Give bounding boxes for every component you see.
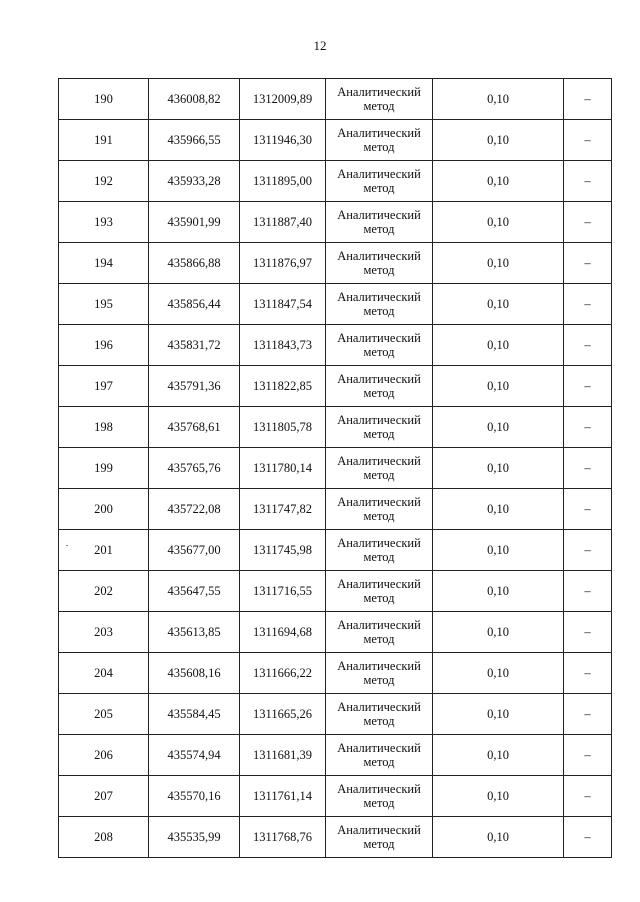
accuracy-cell: 0,10	[433, 530, 564, 571]
note-cell: –	[564, 571, 612, 612]
method-cell	[326, 776, 433, 817]
method-line-1: Аналитический	[337, 290, 421, 304]
method-line-2: метод	[363, 222, 395, 236]
method-cell	[326, 489, 433, 530]
method-line-2: метод	[363, 99, 395, 113]
table-row	[59, 612, 612, 653]
point-number-cell: 202	[59, 571, 149, 612]
method-line-2: метод	[363, 591, 395, 605]
point-number-cell: 199	[59, 448, 149, 489]
method-line-1: Аналитический	[337, 782, 421, 796]
method-cell	[326, 735, 433, 776]
point-number-cell: 198	[59, 407, 149, 448]
method-line-2: метод	[363, 140, 395, 154]
x-coordinate-cell: 435677,00	[149, 530, 240, 571]
y-coordinate-cell: 1312009,89	[240, 79, 326, 120]
table-row	[59, 653, 612, 694]
note-cell: –	[564, 489, 612, 530]
accuracy-cell: 0,10	[433, 407, 564, 448]
accuracy-cell: 0,10	[433, 735, 564, 776]
method-line-2: метод	[363, 386, 395, 400]
x-coordinate-cell: 435831,72	[149, 325, 240, 366]
method-line-1: Аналитический	[337, 659, 421, 673]
y-coordinate-cell: 1311694,68	[240, 612, 326, 653]
x-coordinate-cell: 435791,36	[149, 366, 240, 407]
method-line-1: Аналитический	[337, 208, 421, 222]
point-number-cell: 207	[59, 776, 149, 817]
method-line-2: метод	[363, 796, 395, 810]
note-cell: –	[564, 694, 612, 735]
method-line-1: Аналитический	[337, 331, 421, 345]
y-coordinate-cell: 1311805,78	[240, 407, 326, 448]
note-cell: –	[564, 530, 612, 571]
accuracy-cell: 0,10	[433, 284, 564, 325]
method-line-1: Аналитический	[337, 577, 421, 591]
note-cell: –	[564, 776, 612, 817]
table-row	[59, 284, 612, 325]
accuracy-cell: 0,10	[433, 448, 564, 489]
x-coordinate-cell: 435570,16	[149, 776, 240, 817]
method-cell	[326, 530, 433, 571]
point-number-cell: 193	[59, 202, 149, 243]
note-cell: –	[564, 735, 612, 776]
method-cell	[326, 653, 433, 694]
accuracy-cell: 0,10	[433, 366, 564, 407]
method-cell	[326, 161, 433, 202]
method-cell	[326, 325, 433, 366]
accuracy-cell: 0,10	[433, 571, 564, 612]
x-coordinate-cell: 435722,08	[149, 489, 240, 530]
note-cell: –	[564, 817, 612, 858]
method-cell	[326, 202, 433, 243]
point-number-cell: 201	[59, 530, 149, 571]
table-row	[59, 366, 612, 407]
y-coordinate-cell: 1311681,39	[240, 735, 326, 776]
point-number-cell: 200	[59, 489, 149, 530]
point-number-cell: 194	[59, 243, 149, 284]
y-coordinate-cell: 1311745,98	[240, 530, 326, 571]
method-line-2: метод	[363, 837, 395, 851]
y-coordinate-cell: 1311895,00	[240, 161, 326, 202]
y-coordinate-cell: 1311666,22	[240, 653, 326, 694]
point-number-cell: 208	[59, 817, 149, 858]
note-cell: –	[564, 284, 612, 325]
point-number-cell: 203	[59, 612, 149, 653]
method-line-1: Аналитический	[337, 618, 421, 632]
method-line-1: Аналитический	[337, 85, 421, 99]
note-cell: –	[564, 612, 612, 653]
table-row	[59, 79, 612, 120]
y-coordinate-cell: 1311768,76	[240, 817, 326, 858]
point-number-cell: 192	[59, 161, 149, 202]
note-cell: –	[564, 243, 612, 284]
y-coordinate-cell: 1311946,30	[240, 120, 326, 161]
method-line-1: Аналитический	[337, 536, 421, 550]
x-coordinate-cell: 435535,99	[149, 817, 240, 858]
method-line-1: Аналитический	[337, 413, 421, 427]
y-coordinate-cell: 1311822,85	[240, 366, 326, 407]
accuracy-cell: 0,10	[433, 653, 564, 694]
table-row	[59, 448, 612, 489]
method-line-2: метод	[363, 468, 395, 482]
method-line-2: метод	[363, 427, 395, 441]
note-cell: –	[564, 79, 612, 120]
method-cell	[326, 817, 433, 858]
method-line-2: метод	[363, 755, 395, 769]
accuracy-cell: 0,10	[433, 161, 564, 202]
accuracy-cell: 0,10	[433, 120, 564, 161]
x-coordinate-cell: 435901,99	[149, 202, 240, 243]
y-coordinate-cell: 1311847,54	[240, 284, 326, 325]
accuracy-cell: 0,10	[433, 243, 564, 284]
method-line-2: метод	[363, 632, 395, 646]
method-line-1: Аналитический	[337, 495, 421, 509]
method-cell	[326, 284, 433, 325]
method-cell	[326, 79, 433, 120]
method-cell	[326, 243, 433, 284]
method-line-1: Аналитический	[337, 823, 421, 837]
x-coordinate-cell: 435933,28	[149, 161, 240, 202]
table-row	[59, 776, 612, 817]
note-cell: –	[564, 325, 612, 366]
y-coordinate-cell: 1311780,14	[240, 448, 326, 489]
method-cell	[326, 612, 433, 653]
coordinates-table	[58, 78, 612, 858]
page-number: 12	[313, 38, 327, 53]
point-number-cell: 204	[59, 653, 149, 694]
method-line-2: метод	[363, 509, 395, 523]
method-line-2: метод	[363, 673, 395, 687]
table-row	[59, 325, 612, 366]
method-cell	[326, 448, 433, 489]
method-line-1: Аналитический	[337, 454, 421, 468]
accuracy-cell: 0,10	[433, 612, 564, 653]
note-cell: –	[564, 161, 612, 202]
point-number-cell: 197	[59, 366, 149, 407]
table-row	[59, 202, 612, 243]
y-coordinate-cell: 1311761,14	[240, 776, 326, 817]
x-coordinate-cell: 435966,55	[149, 120, 240, 161]
note-cell: –	[564, 366, 612, 407]
method-cell	[326, 407, 433, 448]
x-coordinate-cell: 435856,44	[149, 284, 240, 325]
method-line-2: метод	[363, 714, 395, 728]
method-line-2: метод	[363, 263, 395, 277]
table-body	[59, 79, 612, 858]
accuracy-cell: 0,10	[433, 79, 564, 120]
note-cell: –	[564, 448, 612, 489]
method-cell	[326, 571, 433, 612]
y-coordinate-cell: 1311665,26	[240, 694, 326, 735]
x-coordinate-cell: 435584,45	[149, 694, 240, 735]
x-coordinate-cell: 435608,16	[149, 653, 240, 694]
method-line-2: метод	[363, 345, 395, 359]
table-row	[59, 489, 612, 530]
method-line-1: Аналитический	[337, 700, 421, 714]
scan-artifact	[66, 545, 68, 546]
accuracy-cell: 0,10	[433, 202, 564, 243]
table-row	[59, 817, 612, 858]
accuracy-cell: 0,10	[433, 325, 564, 366]
point-number-cell: 190	[59, 79, 149, 120]
accuracy-cell: 0,10	[433, 776, 564, 817]
table-row	[59, 735, 612, 776]
accuracy-cell: 0,10	[433, 694, 564, 735]
note-cell: –	[564, 202, 612, 243]
y-coordinate-cell: 1311716,55	[240, 571, 326, 612]
note-cell: –	[564, 407, 612, 448]
x-coordinate-cell: 435768,61	[149, 407, 240, 448]
method-line-2: метод	[363, 304, 395, 318]
method-cell	[326, 120, 433, 161]
x-coordinate-cell: 435647,55	[149, 571, 240, 612]
table-row	[59, 120, 612, 161]
method-cell	[326, 366, 433, 407]
table-row	[59, 571, 612, 612]
method-line-1: Аналитический	[337, 167, 421, 181]
table-row	[59, 694, 612, 735]
point-number-cell: 205	[59, 694, 149, 735]
table-row	[59, 530, 612, 571]
table-row	[59, 161, 612, 202]
y-coordinate-cell: 1311747,82	[240, 489, 326, 530]
method-line-1: Аналитический	[337, 126, 421, 140]
y-coordinate-cell: 1311876,97	[240, 243, 326, 284]
point-number-cell: 206	[59, 735, 149, 776]
method-line-2: метод	[363, 181, 395, 195]
x-coordinate-cell: 435613,85	[149, 612, 240, 653]
table-row	[59, 243, 612, 284]
note-cell: –	[564, 653, 612, 694]
y-coordinate-cell: 1311843,73	[240, 325, 326, 366]
y-coordinate-cell: 1311887,40	[240, 202, 326, 243]
method-line-1: Аналитический	[337, 741, 421, 755]
x-coordinate-cell: 436008,82	[149, 79, 240, 120]
accuracy-cell: 0,10	[433, 817, 564, 858]
method-line-1: Аналитический	[337, 249, 421, 263]
x-coordinate-cell: 435765,76	[149, 448, 240, 489]
accuracy-cell: 0,10	[433, 489, 564, 530]
table-row	[59, 407, 612, 448]
point-number-cell: 195	[59, 284, 149, 325]
method-line-2: метод	[363, 550, 395, 564]
point-number-cell: 191	[59, 120, 149, 161]
note-cell: –	[564, 120, 612, 161]
method-line-1: Аналитический	[337, 372, 421, 386]
point-number-cell: 196	[59, 325, 149, 366]
x-coordinate-cell: 435866,88	[149, 243, 240, 284]
x-coordinate-cell: 435574,94	[149, 735, 240, 776]
method-cell	[326, 694, 433, 735]
